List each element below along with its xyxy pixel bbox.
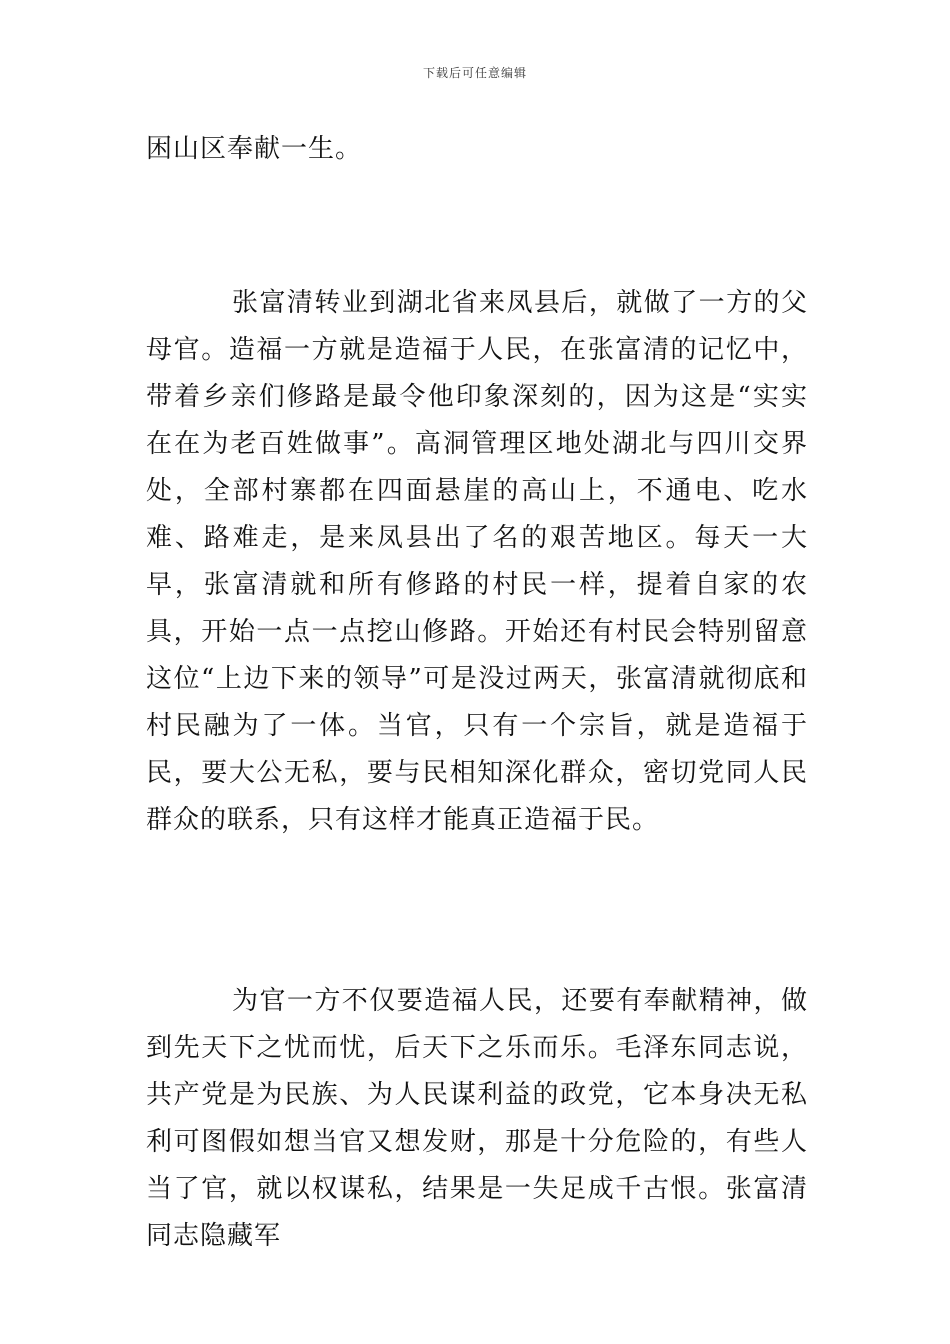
paragraph-dedication: 为官一方不仅要造福人民，还要有奉献精神，做到先天下之忧而忧，后天下之乐而乐。毛泽东同志说，共产党是为民族、为人民谋利益的政党，它本身决无私利可图假如想当官又想发财，那是十分危险的，有些人当了官，就以权谋私，结果是一失足成千古恨。张富清同志隐藏军 bbox=[146, 986, 808, 1251]
page-header-note: 下载后可任意编辑 bbox=[422, 66, 527, 80]
paragraph-continuation: 困山区奉献一生。 bbox=[146, 134, 363, 164]
paragraph-zhang-fuqing-service: 张富清转业到湖北省来凤县后，就做了一方的父母官。造福一方就是造福于人民，在张富清的记忆中，带着乡亲们修路是最令他印象深刻的，因为这是“实实在在为老百姓做事”。高洞管理区地处湖北与四川交界处，全部村寨都在四面悬崖的高山上，不通电、吃水难、路难走，是来凤县出了名的艰苦地区。每天一大早，张富清就和所有修路的村民一样，提着自家的农具，开始一点一点挖山修路。开始还有村民会特别留意这位“上边下来的领导”可是没过两天，张富清就彻底和村民融为了一体。当官，只有一个宗旨，就是造福于民，要大公无私，要与民相知深化群众，密切党同人民群众的联系，只有这样才能真正造福于民。 bbox=[146, 288, 808, 835]
